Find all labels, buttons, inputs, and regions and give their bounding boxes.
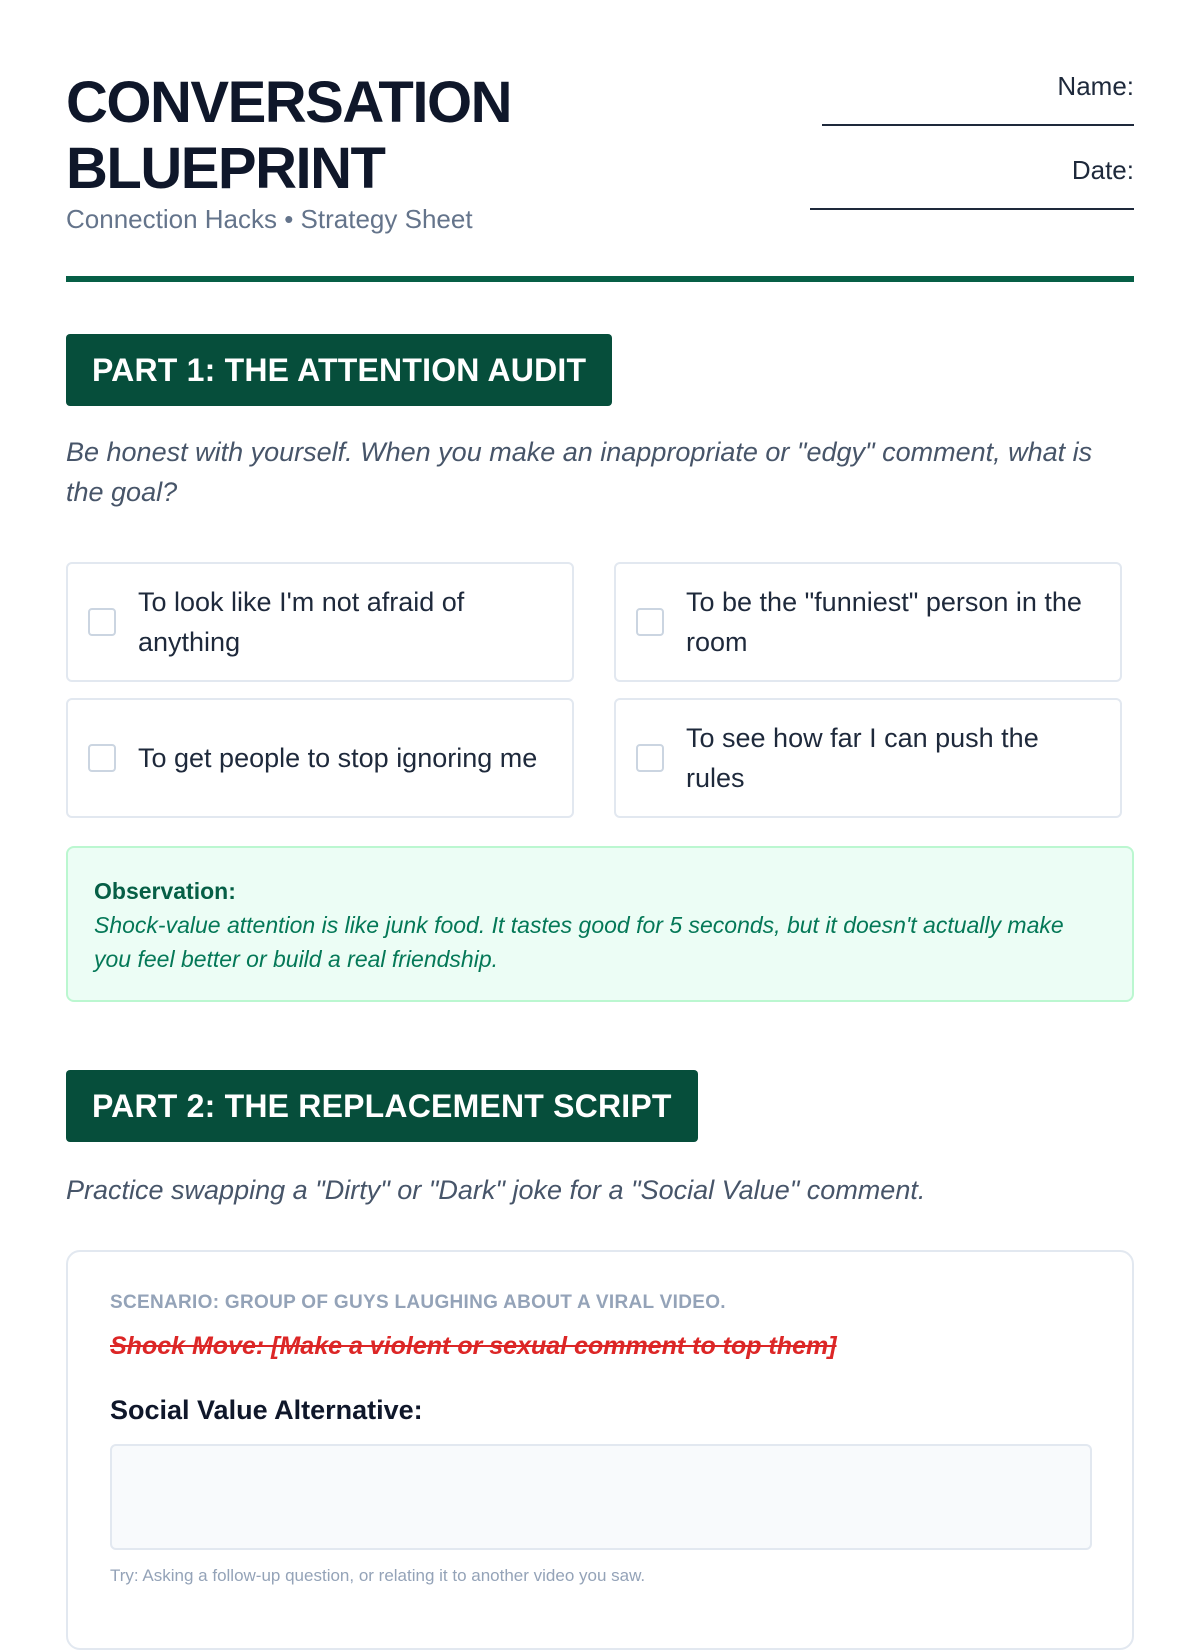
part-2-intro: Practice swapping a "Dirty" or "Dark" joke for a "Social Value" comment.: [66, 1175, 926, 1205]
option-funniest[interactable]: [614, 562, 1122, 682]
page-subtitle: Connection Hacks • Strategy Sheet: [66, 204, 473, 234]
title-line-2: BLUEPRINT: [66, 136, 385, 201]
page-title: [66, 70, 626, 202]
option-not-afraid[interactable]: [66, 562, 574, 682]
option-stop-ignoring[interactable]: [66, 698, 574, 818]
date-label: Date:: [1071, 155, 1134, 185]
social-value-label: Social Value Alternative:: [110, 1395, 423, 1425]
part-1-heading: PART 1: THE ATTENTION AUDIT: [66, 334, 612, 406]
part-2-heading: PART 2: THE REPLACEMENT SCRIPT: [66, 1070, 698, 1142]
part-1-intro: Be honest with yourself. When you make an inappropriate or "edgy" comment, what is the goal?: [66, 437, 1093, 507]
scenario-card: [66, 1250, 1134, 1650]
name-blank-line[interactable]: [822, 124, 1134, 126]
option-label: To get people to stop ignoring me: [138, 743, 538, 773]
title-line-1: CONVERSATION: [66, 70, 511, 135]
answer-hint: Try: Asking a follow-up question, or relating it to another video you saw.: [110, 1566, 646, 1585]
observation-text: Shock-value attention is like junk food. It tastes good for 5 seconds, but it doesn't actually make you feel better or build a real friendship.: [94, 912, 1064, 972]
option-label: To see how far I can push the rules: [686, 723, 1039, 793]
observation-callout: [66, 846, 1134, 1002]
checkbox-icon[interactable]: [88, 744, 116, 772]
option-label: To look like I'm not afraid of anything: [138, 587, 465, 657]
checkbox-icon[interactable]: [636, 608, 664, 636]
observation-title: Observation:: [94, 878, 236, 904]
scenario-label: SCENARIO: GROUP OF GUYS LAUGHING ABOUT A VIRAL VIDEO.: [110, 1292, 726, 1313]
option-label: To be the "funniest" person in the room: [686, 587, 1082, 657]
social-value-answer-field[interactable]: [110, 1444, 1092, 1550]
option-push-rules[interactable]: [614, 698, 1122, 818]
checkbox-icon[interactable]: [88, 608, 116, 636]
date-blank-line[interactable]: [810, 208, 1134, 210]
shock-move-text: Shock Move: [Make a violent or sexual comment to top them]: [110, 1332, 837, 1360]
name-date-block: [810, 68, 1134, 236]
checkbox-icon[interactable]: [636, 744, 664, 772]
worksheet-header: [66, 0, 1134, 282]
name-label: Name:: [1057, 71, 1134, 101]
